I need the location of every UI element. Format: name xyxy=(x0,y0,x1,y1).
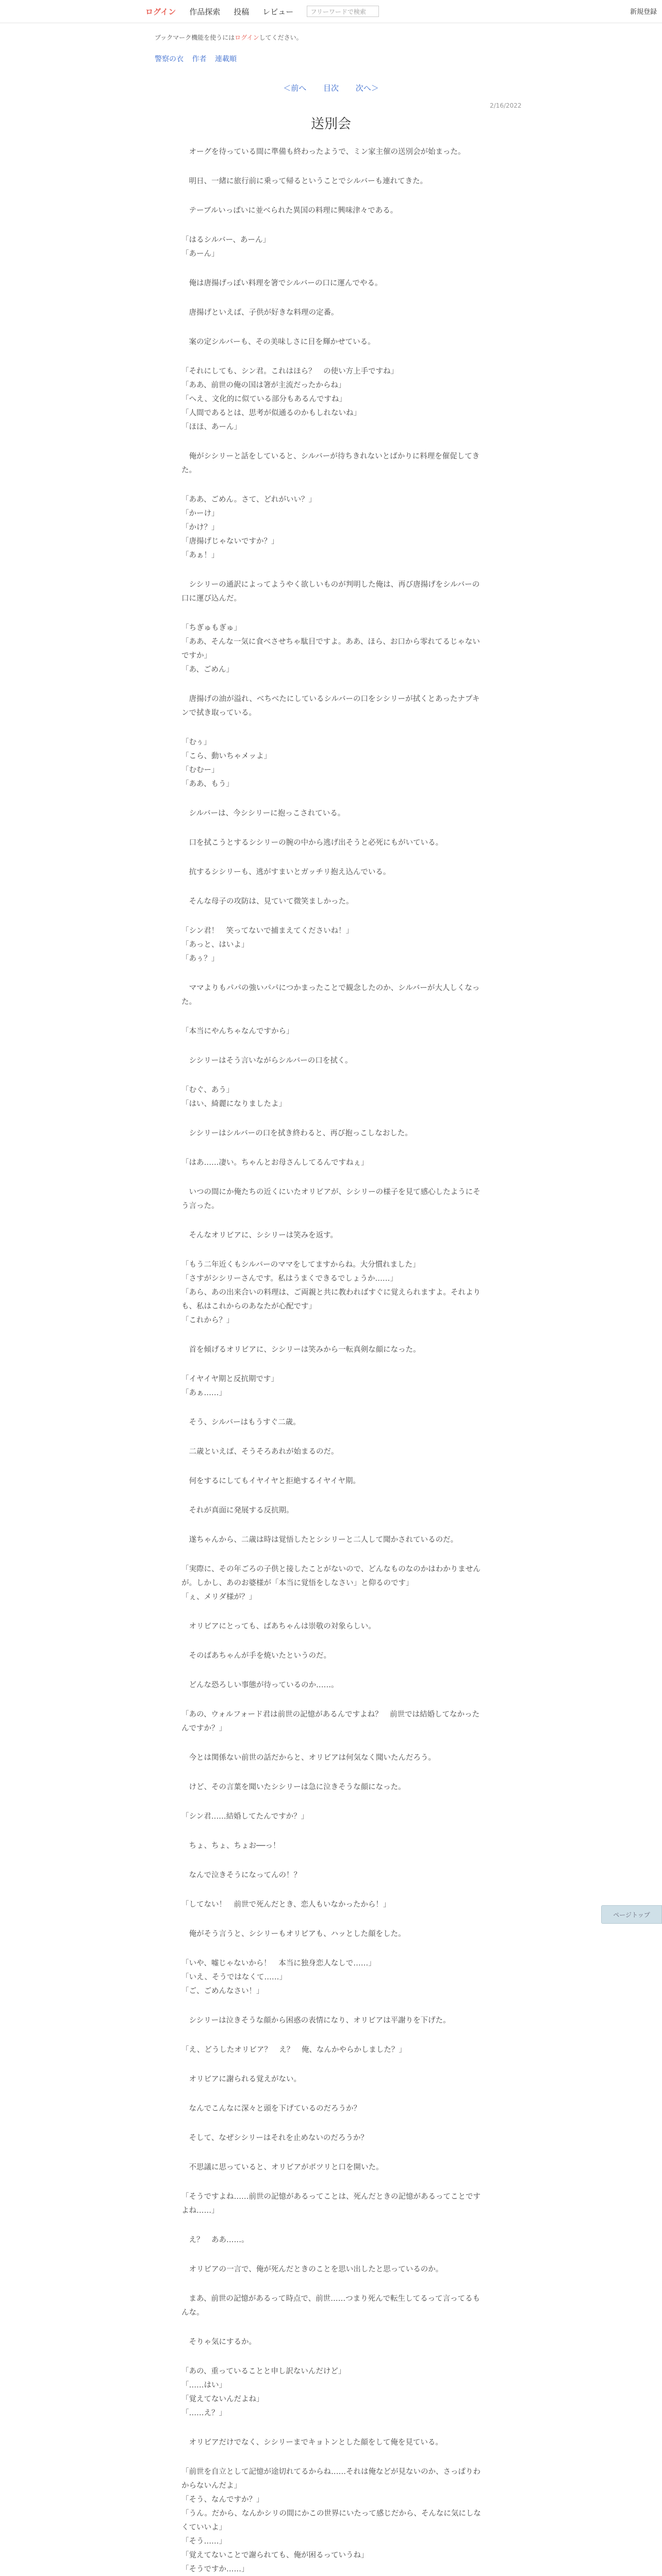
paragraph: 「むぐ、あう」 「はい、綺麗になりましたよ」 xyxy=(181,1086,286,1108)
header-bar xyxy=(0,0,662,23)
paragraph: 「いや、嘘じゃないから！ 本当に独身恋人なしで……」 「いえ、そうではなくて……」 「ご、ごめんなさい！」 xyxy=(181,1959,376,1995)
paragraph: シシリーの通訳によってようやく欲しいものが判明した俺は、再び唐揚げをシルバーの口に運び込んだ。 xyxy=(181,581,480,603)
paragraph: 口を拭こうとするシシリーの腕の中から逃げ出そうと必死にもがいている。 xyxy=(181,839,443,847)
paragraph: 「イヤイヤ期と反抗期です」 「あぁ……」 xyxy=(181,1375,278,1397)
paragraph: 「ちぎゅもぎゅ」 「ああ、そんな一気に食べさせちゃ駄目ですよ。ああ、ほら、お口から零れてるじゃないですか」 「あ、ごめん」 xyxy=(181,624,480,674)
paragraph: 唐揚げといえば、子供が好きな料理の定番。 xyxy=(181,309,339,317)
paragraph: シルバーは、今シシリーに抱っこされている。 xyxy=(181,809,345,818)
paragraph: 案の定シルバーも、その美味しさに目を輝かせている。 xyxy=(181,338,375,346)
paragraph: どんな恐ろしい事態が待っているのか……。 xyxy=(181,1681,339,1689)
paragraph: オリビアにとっても、ばあちゃんは崇敬の対象らしい。 xyxy=(181,1622,376,1631)
breadcrumb-author[interactable]: 作者 xyxy=(192,55,207,63)
bookmark-note-post: してください。 xyxy=(259,34,303,41)
breadcrumb-work[interactable]: 警察の衣 xyxy=(155,55,184,63)
paragraph: 「はるシルバー、あーん」 「あーん」 xyxy=(181,236,271,258)
top-pager xyxy=(0,82,662,93)
paragraph: そんなオリビアに、シシリーは笑みを返す。 xyxy=(181,1231,338,1240)
breadcrumb xyxy=(155,54,237,64)
header-nav xyxy=(0,0,379,23)
paragraph: 「してない！ 前世で死んだとき、恋人もいなかったから！」 xyxy=(181,1901,391,1909)
bookmark-login-link[interactable]: ログイン xyxy=(235,34,259,41)
paragraph: 「実際に、その年ごろの子供と接したことがないので、どんなものなのかはわかりませんが。しかし、あのお婆様が「本当に覚悟をしなさい」と仰るのです」 「ぇ、メリダ様が？」 xyxy=(181,1565,481,1601)
paragraph: 抗するシシリーも、逃がすまいとガッチリ抱え込んでいる。 xyxy=(181,868,391,876)
paragraph: なんでこんなに深々と頭を下げているのだろうか？ xyxy=(181,2105,361,2113)
paragraph: 「シン君……結婚してたんですか？」 xyxy=(181,1812,309,1821)
paragraph: シシリーはそう言いながらシルバーの口を拭く。 xyxy=(181,1057,353,1065)
paragraph: 「それにしても、シン君。これはほら？ の使い方上手ですね」 「ああ、前世の俺の国は箸が主流だったからね」 「へえ、文化的に似ている部分もあるんですね」 「人間であるとは、思考が似通るのかもしれないね」 「ほほ、あーん」 xyxy=(181,367,399,431)
paragraph: 「ああ、ごめん。さて、どれがいい？」 「かーけ」 「かけ？」 「唐揚げじゃないですか？」 「あぁ！」 xyxy=(181,496,316,560)
paragraph: それが真面に発展する反抗期。 xyxy=(181,1506,294,1515)
paragraph: オリビアに謝られる覚えがない。 xyxy=(181,2075,301,2083)
paragraph: 首を傾げるオリビアに、シシリーは笑みから一転真剣な顔になった。 xyxy=(181,1346,421,1354)
episode-title: 送別会 xyxy=(310,116,351,132)
paragraph: そのばあちゃんが手を焼いたというのだ。 xyxy=(181,1652,331,1660)
paragraph: けど、その言葉を聞いたシシリーは急に泣きそうな顔になった。 xyxy=(181,1783,406,1791)
nav-review[interactable]: レビュー xyxy=(262,7,294,16)
paragraph: シシリーはシルバーの口を拭き終わると、再び抱っこしなおした。 xyxy=(181,1129,412,1138)
paragraph: 俺がそう言うと、シシリーもオリビアも、ハッとした顔をした。 xyxy=(181,1930,406,1938)
bookmark-note-pre: ブックマーク機能を使うには xyxy=(155,34,235,41)
paragraph: なんで泣きそうになってんの！？ xyxy=(181,1871,301,1879)
login-link[interactable]: ログイン xyxy=(145,7,176,16)
paragraph: テーブルいっぱいに並べられた異国の料理に興味津々である。 xyxy=(181,207,398,215)
paragraph: そして、なぜシシリーはそれを止めないのだろうか？ xyxy=(181,2134,368,2142)
search-input[interactable]: フリーワードで検索 xyxy=(307,6,379,17)
paragraph: そう、シルバーはもうすぐ二歳。 xyxy=(181,1418,301,1427)
paragraph: いつの間にか俺たちの近くにいたオリビアが、シシリーの様子を見て感心したようにそう言った。 xyxy=(181,1188,481,1210)
paragraph: 「前世を自立として記憶が途切れてるからね……それは俺などが見ないのか、さっぱりわからないんだよ」 「そう、なんですか？」 「うん。だから、なんかシリの間にかこの世界にいたって感じだから、そんなに気にしなくていいよ」 「そう……」 「覚えてないことで謝られても、俺が困るっていうね」 「そうですか……」 xyxy=(181,2468,481,2573)
paragraph: シシリーは泣きそうな顔から困惑の表情になり、オリビアは平謝りを下げた。 xyxy=(181,2016,451,2025)
paragraph: そりゃ気にするか。 xyxy=(181,2338,256,2346)
paragraph: ママよりもパパの強いパパにつかまったことで観念したのか、シルバーが大人しくなった。 xyxy=(181,984,480,1006)
paragraph: 明日、一緒に旅行前に乗って帰るということでシルバーも連れてきた。 xyxy=(181,177,428,185)
paragraph: そんな母子の攻防は、見ていて微笑ましかった。 xyxy=(181,897,354,906)
bookmark-note xyxy=(155,33,303,42)
episode-body xyxy=(181,145,482,2576)
nav-explore[interactable]: 作品探索 xyxy=(189,7,221,16)
paragraph: オリビアの一言で、俺が死んだときのことを思い出したと思っているのか。 xyxy=(181,2265,443,2274)
paragraph: 「シン君！ 笑ってないで捕まえてくださいね！」 「あっと、はいよ」 「あぅ？」 xyxy=(181,927,354,963)
paragraph: 今とは関係ない前世の話だからと、オリビアは何気なく聞いたんだろう。 xyxy=(181,1754,436,1762)
paragraph: 「本当にやんちゃなんですから」 xyxy=(181,1027,294,1036)
paragraph: 遂ちゃんから、二歳は時は覚悟したとシシリーと二人して聞かされているのだ。 xyxy=(181,1536,458,1544)
prev-link[interactable]: ＜前へ xyxy=(283,83,307,93)
paragraph: まあ、前世の記憶があるって時点で、前世……つまり死んで転生してるって言ってるもんな。 xyxy=(181,2295,481,2317)
paragraph: オリビアだけでなく、シシリーまでキョトンとした顔をして俺を見ている。 xyxy=(181,2438,443,2447)
register-link[interactable]: 新規登録 xyxy=(630,8,657,16)
paragraph: 不思議に思っていると、オリビアがポツリと口を開いた。 xyxy=(181,2163,384,2172)
paragraph: 唐揚げの油が溢れ、べちべたにしているシルバーの口をシシリーが拭くとあったナプキンで拭き取っている。 xyxy=(181,695,480,717)
page-top-button[interactable]: ページトップ xyxy=(601,1905,662,1924)
paragraph: 俺がシシリーと話をしていると、シルバーが待ちきれないとばかりに料理を催促してきた。 xyxy=(181,452,480,474)
paragraph: 俺は唐揚げっぽい料理を箸でシルバーの口に運んでやる。 xyxy=(181,279,383,287)
paragraph: 何をするにしてもイヤイヤと拒絶するイヤイヤ期。 xyxy=(181,1477,360,1485)
paragraph: 「むぅ」 「こら、動いちゃメッよ」 「むむー」 「ああ、もう」 xyxy=(181,738,271,788)
paragraph: 「え、どうしたオリビア？ え？ 俺、なんかやらかしました？」 xyxy=(181,2046,406,2054)
paragraph: ちょ、ちょ、ちょお──っ！ xyxy=(181,1842,280,1850)
breadcrumb-order[interactable]: 連載順 xyxy=(214,55,237,63)
paragraph: 「もう二年近くもシルバーのママをしてますからね。大分慣れました」 「さすがシシリーさんです。私はうまくできるでしょうか……」 「あら、あの出来合いの料理は、ご両親と共に教わればすぐに覚えられますよ。それよりも、私はこれからのあなたが心配です」 「これから？」 xyxy=(181,1261,481,1325)
paragraph: 「はあ……凄い。ちゃんとお母さんしてるんですねぇ」 xyxy=(181,1159,369,1167)
publish-date: 2/16/2022 xyxy=(490,102,522,109)
nav-post[interactable]: 投稿 xyxy=(234,7,250,16)
paragraph: 「あの、重っていることと申し訳ないんだけど」 「……はい」 「覚えてないんだよね」 「……え？」 xyxy=(181,2367,346,2417)
paragraph: え？ ああ……。 xyxy=(181,2236,249,2244)
paragraph: 「そうですよね……前世の記憶があるってことは、死んだときの記憶があるってことですよね……」 xyxy=(181,2193,481,2215)
paragraph: オーグを待っている間に準備も終わったようで、ミン家主催の送別会が始まった。 xyxy=(181,148,466,156)
paragraph: 二歳といえば、そうそろあれが始まるのだ。 xyxy=(181,1448,339,1456)
next-link[interactable]: 次へ＞ xyxy=(355,83,379,93)
paragraph: 「あの、ウォルフォード君は前世の記憶があるんですよね？ 前世では結婚してなかったんですか？」 xyxy=(181,1710,480,1733)
toc-link[interactable]: 目次 xyxy=(323,83,339,93)
